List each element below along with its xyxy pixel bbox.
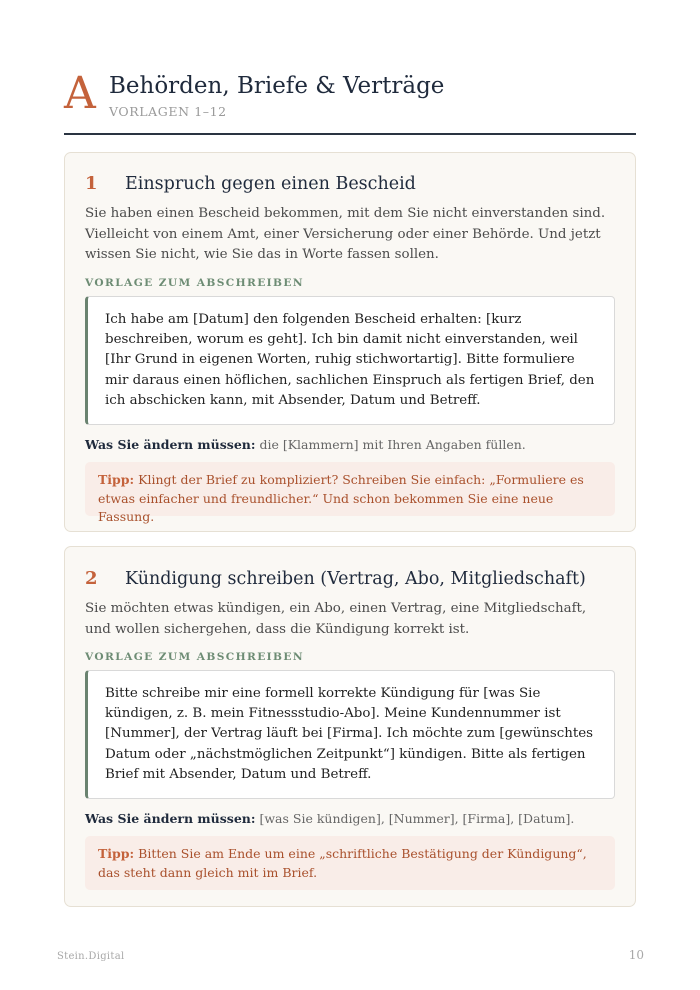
change-label: Was Sie ändern müssen: <box>85 811 256 826</box>
page-number: 10 <box>628 948 644 962</box>
section-number: 1 <box>85 173 98 194</box>
template-card-1 <box>64 152 636 532</box>
chapter-title: Behörden, Briefe & Verträge <box>109 73 445 99</box>
change-label: Was Sie ändern müssen: <box>85 437 256 452</box>
tip-box <box>85 462 615 525</box>
chapter-subtitle: VORLAGEN 1–12 <box>109 104 227 119</box>
section-title: Kündigung schreiben (Vertrag, Abo, Mitgliedschaft) <box>125 569 586 589</box>
template-text-box[interactable]: Bitte schreibe mir eine formell korrekte Kündigung für [was Sie kündigen, z. B. mein Fitnessstudio-Abo]. Meine Kundennummer ist [Nummer], der Vertrag läuft bei [Firma]. Ich möchte zum [gewünschtes Datum oder „nächstmöglichen Zeitpunkt“] kündigen. Bitte als fertigen Brief mit Absender, Datum und Betreff. <box>85 670 615 799</box>
change-instructions <box>85 437 615 452</box>
tip-box <box>85 836 615 890</box>
change-text: die [Klammern] mit Ihren Angaben füllen. <box>259 437 526 452</box>
section-intro: Sie haben einen Bescheid bekommen, mit dem Sie nicht einverstanden sind. Vielleicht von einem Amt, einer Versicherung oder einer Behörde. Und jetzt wissen Sie nicht, wie Sie das in Worte fassen sollen. <box>85 206 606 262</box>
tip-label: Tipp: <box>98 472 135 487</box>
template-text-box[interactable]: Ich habe am [Datum] den folgenden Bescheid erhalten: [kurz beschreiben, worum es geht]. Ich bin damit nicht einverstanden, weil [Ihr Grund in eigenen Worten, ruhig stichwortartig]. Bitte formuliere mir daraus einen höflichen, sachlichen Einspruch als fertigen Brief, den ich abschicken kann, mit Absender, Datum und Betreff. <box>85 296 615 425</box>
change-instructions <box>85 811 615 826</box>
chapter-letter: A <box>64 68 96 119</box>
section-intro: Sie möchten etwas kündigen, ein Abo, einen Vertrag, eine Mitgliedschaft, und wollen sichergehen, dass die Kündigung korrekt ist. <box>85 601 587 637</box>
footer-brand: Stein.Digital <box>57 951 125 962</box>
tip-text: Bitten Sie am Ende um eine „schriftliche Bestätigung der Kündigung“, das steht dann gleich mit im Brief. <box>98 846 587 880</box>
tip-label: Tipp: <box>98 846 135 861</box>
template-card-2 <box>64 546 636 907</box>
template-label: VORLAGE ZUM ABSCHREIBEN <box>85 277 304 289</box>
section-number: 2 <box>85 568 98 589</box>
change-text: [was Sie kündigen], [Nummer], [Firma], [Datum]. <box>259 811 575 826</box>
tip-text: Klingt der Brief zu kompliziert? Schreiben Sie einfach: „Formuliere es etwas einfacher und freundlicher.“ Und schon bekommen Sie eine neue Fassung. <box>98 472 584 525</box>
template-label: VORLAGE ZUM ABSCHREIBEN <box>85 651 304 663</box>
section-title: Einspruch gegen einen Bescheid <box>125 174 416 194</box>
header-divider <box>64 133 636 135</box>
